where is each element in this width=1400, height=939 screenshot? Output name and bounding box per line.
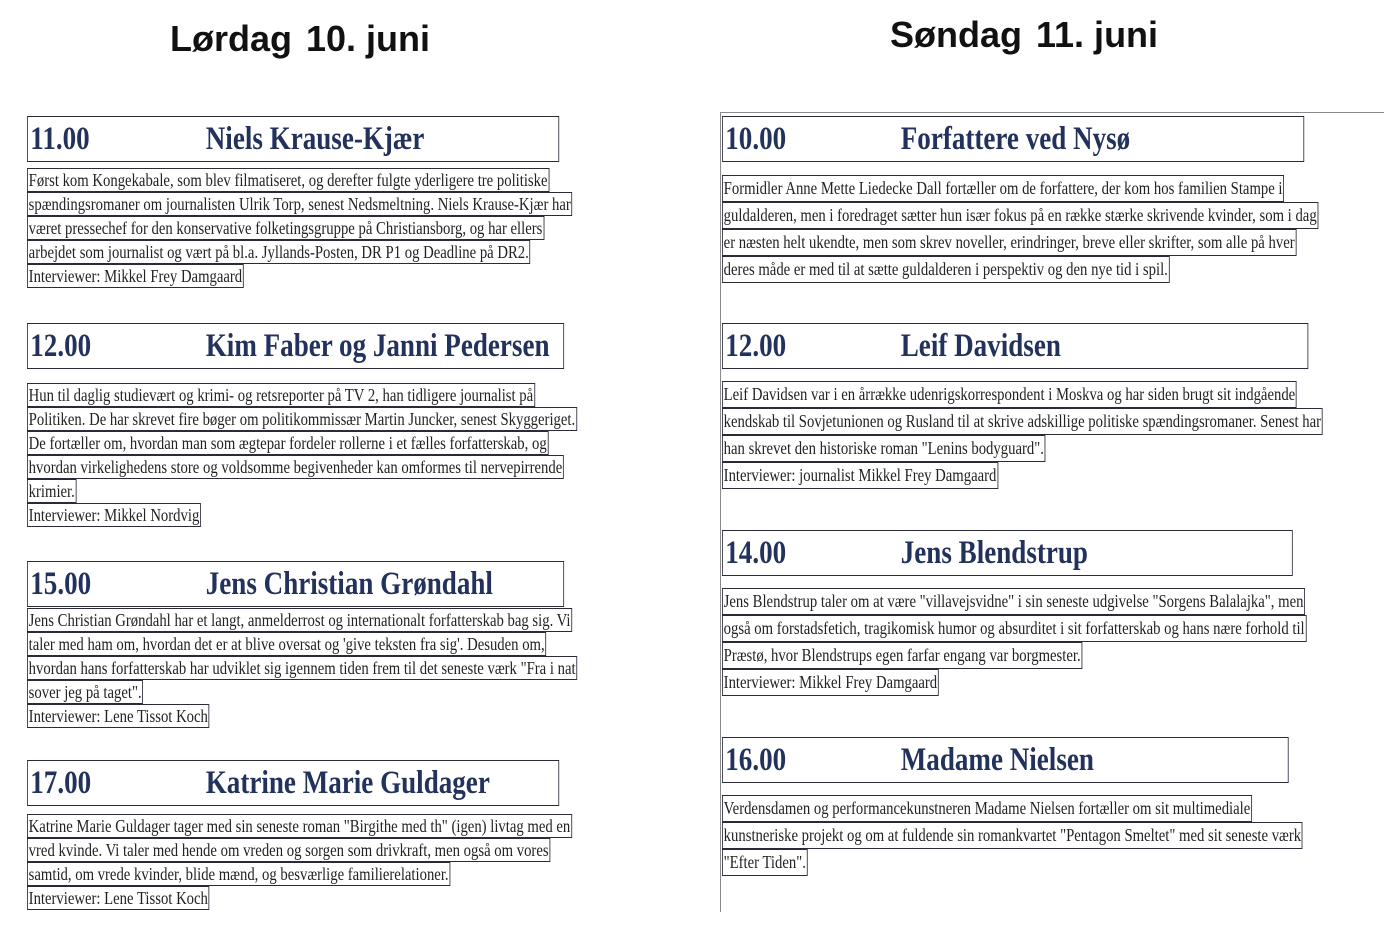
- sunday-date-label: 11. juni: [1036, 14, 1159, 55]
- event-description: [27, 814, 676, 910]
- description-line: været pressechef for den konservative folketingsgruppe på Christiansborg, og har ellers: [28, 218, 543, 238]
- interviewer-line: Interviewer: journalist Mikkel Frey Damgaard: [722, 462, 998, 489]
- description-line: taler med ham om, hvordan det er at blive oversat og 'give teksten fra sig'. Desuden om,: [28, 634, 545, 654]
- saturday-date-label: 10. juni: [306, 18, 431, 59]
- interviewer-line: Interviewer: Mikkel Nordvig: [28, 505, 200, 525]
- description-line: spændingsromaner om journalisten Ulrik Torp, senest Nedsmeltning. Niels Krause-Kjær har: [28, 194, 571, 214]
- description-line: Formidler Anne Mette Liedecke Dall fortæller om de forfattere, der kom hos familien Stampe i: [722, 175, 1284, 202]
- description-line: Hun til daglig studievært og krimi- og retsreporter på TV 2, han tidligere journalist på: [28, 385, 534, 405]
- event-saturday-1500: [27, 561, 682, 728]
- description-line: Politiken. De har skrevet fire bøger om politikommissær Martin Juncker, senest Skyggeriget.: [28, 409, 576, 429]
- event-sunday-1000: [722, 116, 1400, 283]
- event-sunday-1400: [722, 530, 1400, 696]
- description-line: Præstø, hvor Blendstrups egen farfar engang var borgmester.: [722, 642, 1082, 669]
- event-sunday-1200: [722, 323, 1400, 489]
- description-line: sover jeg på taget".: [28, 682, 142, 702]
- description-line: guldalderen, men i foredraget sætter hun især fokus på en række stærke skrivende kvinder, som i dag: [722, 202, 1318, 229]
- saturday-heading: [170, 18, 430, 60]
- event-description: [27, 168, 676, 288]
- event-saturday-1700: [27, 760, 676, 910]
- event-description: [27, 608, 682, 728]
- event-name: Kim Faber og Janni Pedersen: [205, 327, 550, 364]
- description-line: hvordan virkelighedens store og voldsomme begivenheder kan omformes til nervepirrende: [28, 457, 563, 477]
- event-header: [27, 116, 559, 162]
- event-header: [27, 561, 564, 607]
- event-time: 11.00: [30, 120, 90, 157]
- interviewer-line: Interviewer: Lene Tissot Koch: [28, 706, 208, 726]
- event-header: [722, 323, 1308, 369]
- interviewer-line: Interviewer: Lene Tissot Koch: [28, 888, 208, 908]
- event-name: Niels Krause-Kjær: [205, 120, 425, 157]
- description-line: "Efter Tiden".: [722, 849, 808, 876]
- event-time: 17.00: [30, 764, 92, 801]
- saturday-day-label: Lørdag: [170, 18, 292, 59]
- description-line: arbejdet som journalist og vært på bl.a. Jyllands-Posten, DR P1 og Deadline på DR2.: [28, 242, 529, 262]
- description-line: vred kvinde. Vi taler med hende om vreden og sorgen som drivkraft, men også om vores: [28, 840, 549, 860]
- event-time: 10.00: [725, 120, 787, 157]
- description-line: De fortæller om, hvordan man som ægtepar fordeler rollerne i et fælles forfatterskab, og: [28, 433, 547, 453]
- event-description: [722, 381, 1400, 489]
- event-description: [722, 795, 1400, 876]
- event-time: 14.00: [725, 534, 787, 571]
- event-description: [722, 175, 1400, 283]
- description-line: samtid, om vrede kvinder, blide mænd, og besværlige familierelationer.: [28, 864, 449, 884]
- interviewer-line: Interviewer: Mikkel Frey Damgaard: [28, 266, 243, 286]
- description-line: Jens Blendstrup taler om at være "villavejsvidne" i sin seneste udgivelse "Sorgens Balalajka", men: [722, 588, 1305, 615]
- description-line: kendskab til Sovjetunionen og Rusland til at skrive adskillige politiske spændingsromaner. Senest har: [722, 408, 1323, 435]
- description-line: Katrine Marie Guldager tager med sin seneste roman "Birgithe med th" (igen) livtag med en: [28, 816, 571, 836]
- description-line: han skrevet den historiske roman "Lenins bodyguard".: [722, 435, 1046, 462]
- event-time: 12.00: [30, 327, 92, 364]
- event-name: Forfattere ved Nysø: [900, 120, 1131, 157]
- event-name: Leif Davidsen: [900, 327, 1061, 364]
- description-line: Leif Davidsen var i en årrække udenrigskorrespondent i Moskva og har siden brugt sit indgående: [722, 381, 1297, 408]
- description-line: Verdensdamen og performancekunstneren Madame Nielsen fortæller om sit multimediale: [722, 795, 1252, 822]
- event-description: [27, 383, 682, 527]
- event-sunday-1600: [722, 737, 1400, 876]
- description-line: kunstneriske projekt og om at fuldende sin romankvartet "Pentagon Smeltet" med sit seneste værk: [722, 822, 1303, 849]
- event-saturday-1200: [27, 323, 682, 527]
- event-header: [722, 737, 1289, 783]
- event-header: [27, 323, 564, 369]
- interviewer-line: Interviewer: Mikkel Frey Damgaard: [722, 669, 939, 696]
- sunday-day-label: Søndag: [890, 14, 1022, 55]
- description-line: hvordan hans forfatterskab har udviklet sig igennem tiden frem til det seneste værk "Fra i nat: [28, 658, 576, 678]
- event-saturday-1100: [27, 116, 676, 288]
- description-line: Først kom Kongekabale, som blev filmatiseret, og derefter fulgte yderligere tre politiske: [28, 170, 548, 190]
- description-line: Jens Christian Grøndahl har et langt, anmelderrost og internationalt forfatterskab bag sig. Vi: [28, 610, 571, 630]
- event-description: [722, 588, 1400, 696]
- description-line: krimier.: [28, 481, 75, 501]
- event-name: Jens Blendstrup: [900, 534, 1088, 571]
- event-name: Jens Christian Grøndahl: [205, 565, 493, 602]
- event-header: [722, 530, 1292, 576]
- event-time: 12.00: [725, 327, 787, 364]
- event-name: Katrine Marie Guldager: [205, 764, 490, 801]
- description-line: deres måde er med til at sætte guldalderen i perspektiv og den nye tid i spil.: [722, 256, 1170, 283]
- event-name: Madame Nielsen: [900, 741, 1094, 778]
- description-line: også om forstadsfetich, tragikomisk humor og absurditet i sit forfatterskab og hans nære forhold til: [722, 615, 1306, 642]
- event-header: [722, 116, 1304, 162]
- description-line: er næsten helt ukendte, men som skrev noveller, erindringer, breve eller skrifter, som alle på hver: [722, 229, 1296, 256]
- event-header: [27, 760, 559, 806]
- event-time: 16.00: [725, 741, 787, 778]
- event-time: 15.00: [30, 565, 92, 602]
- sunday-heading: [890, 14, 1158, 56]
